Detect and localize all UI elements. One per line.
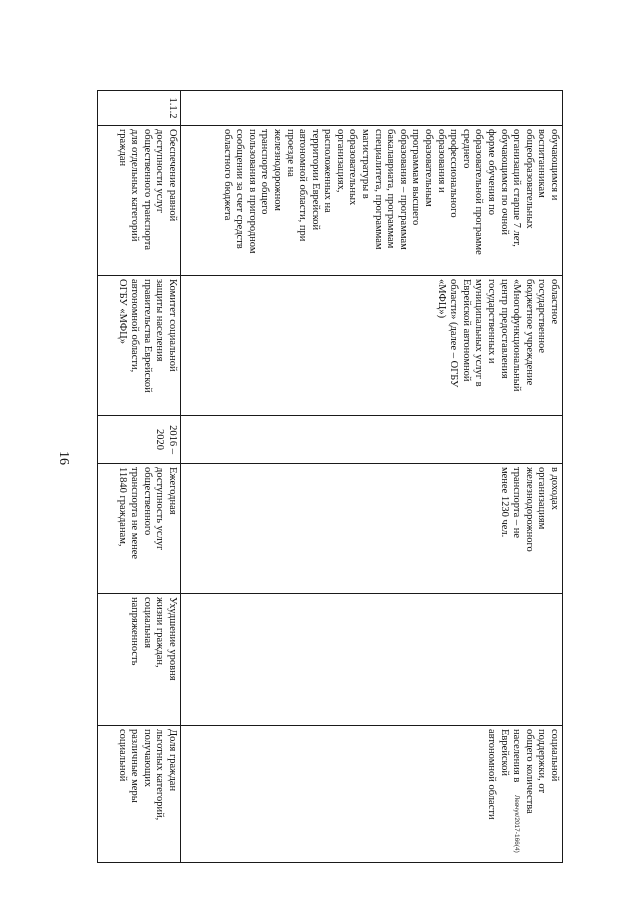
cell-period	[181, 416, 563, 464]
cell-result: в доходах организациям железнодорожного транспорта – не менее 1230 чел.	[181, 464, 563, 594]
table-row	[98, 91, 181, 863]
cell-executor: Комитет социальной защиты населения правительства Еврейской автономной области, ОГБУ «МФЦ»	[98, 276, 181, 416]
cell-consequence: Ухудшение уровня жизни граждан, социальная напряженность	[98, 594, 181, 726]
table-row	[181, 91, 563, 863]
cell-indicator: социальной поддержки, от общего количества населения в Еврейской автономной области	[181, 726, 563, 863]
cell-executor: областное государственное бюджетное учреждение «Многофункциональный центр предоставления государственных и муниципальных услуг в Еврейской автономной области» (далее – ОГБУ «МФЦ»)	[181, 276, 563, 416]
cell-period: 2016 – 2020	[98, 416, 181, 464]
cell-result: Ежегодная доступность услуг общественного транспорта не менее 11840 гражданам,	[98, 464, 181, 594]
cell-measure: Обеспечение равной доступности услуг общественного транспорта для отдельных категорий граждан	[98, 126, 181, 276]
document-stamp: Левчук/2017-166(4)	[513, 795, 520, 853]
cell-num: 1.1.2	[98, 91, 181, 126]
program-measures-table	[97, 90, 563, 863]
cell-num	[181, 91, 563, 126]
program-table-rotated	[98, 90, 563, 862]
cell-indicator: Доля граждан льготных категорий, получающих различные меры социальной	[98, 726, 181, 863]
page-number: 16	[56, 451, 71, 465]
cell-measure: обучающимся и воспитанникам общеобразовательных организаций старше 7 лет, обучающимся по очной форме обучения по образовательной программе среднего профессионального образования и образовательным программам высшего образования – программам бакалавриата, программам специалитета, программам магистратуры в образовательных организациях, расположенных на территории Еврейской автономной области, при проезде на железнодорожном транспорте общего пользования в пригородном сообщении за счет средств областного бюджета	[181, 126, 563, 276]
cell-consequence	[181, 594, 563, 726]
